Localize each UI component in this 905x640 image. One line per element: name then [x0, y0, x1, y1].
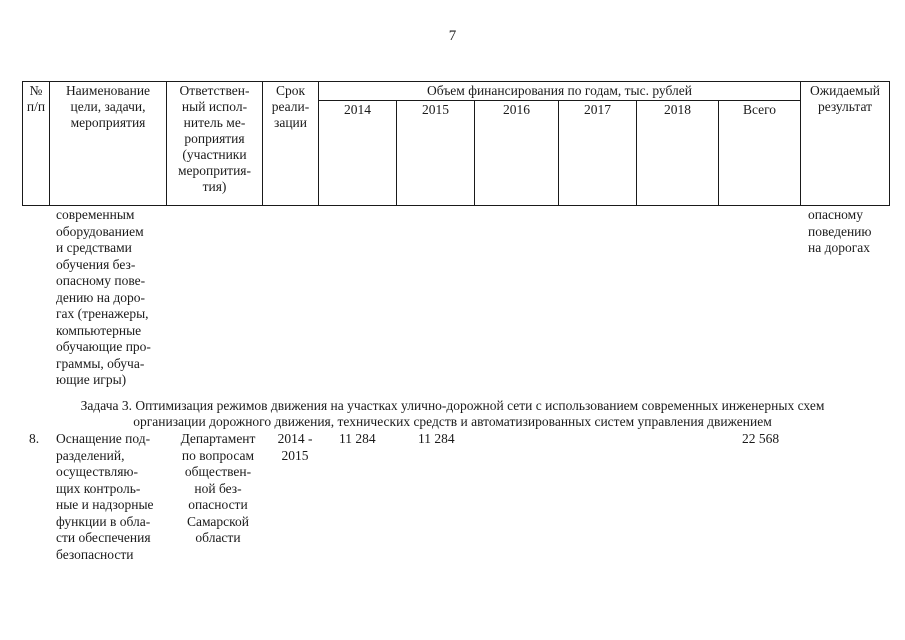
header-year-2015: 2015	[397, 101, 475, 206]
header-result: Ожидаемый результат	[801, 82, 890, 206]
header-year-2017: 2017	[559, 101, 637, 206]
continuation-name: современным оборудованием и средствами обучения без- опасному пове- дению на доро- гах (тренажеры, компьютерные обучающие про- граммы, обуча- ющие игры)	[56, 207, 151, 387]
task-3-heading: Задача 3. Оптимизация режимов движения на участках улично-дорожной сети с использованием современных инженерных схем организации дорожного движения, технических средств и автоматизированных систем управления движением	[80, 398, 825, 429]
page-number: 7	[448, 28, 457, 44]
table-header	[22, 81, 890, 206]
continuation-result: опасному поведению на дорогах	[808, 207, 872, 255]
row-8-num: 8.	[29, 431, 40, 446]
header-num: № п/п	[23, 82, 50, 206]
header-executor: Ответствен-ный испол-нитель ме-роприятия (участники меропрития-тия)	[167, 82, 263, 206]
header-term: Срок реали-зации	[263, 82, 319, 206]
row-8-2014: 11 284	[339, 431, 376, 446]
header-funding: Объем финансирования по годам, тыс. рублей	[319, 82, 801, 101]
row-8-name: Оснащение под- разделений, осуществляю- щих контроль- ные и надзорные функции в обла- сти обеспечения безопасности	[56, 431, 154, 562]
row-8-term: 2014 - 2015	[277, 431, 313, 463]
row-8-2015: 11 284	[418, 431, 455, 446]
header-year-2016: 2016	[475, 101, 559, 206]
row-8-executor: Департамент по вопросам обществен- ной без- опасности Самарской области	[180, 431, 256, 545]
header-name: Наименование цели, задачи, мероприятия	[50, 82, 167, 206]
header-year-2018: 2018	[637, 101, 719, 206]
header-year-2014: 2014	[319, 101, 397, 206]
row-8-total: 22 568	[742, 431, 780, 446]
header-total: Всего	[719, 101, 801, 206]
